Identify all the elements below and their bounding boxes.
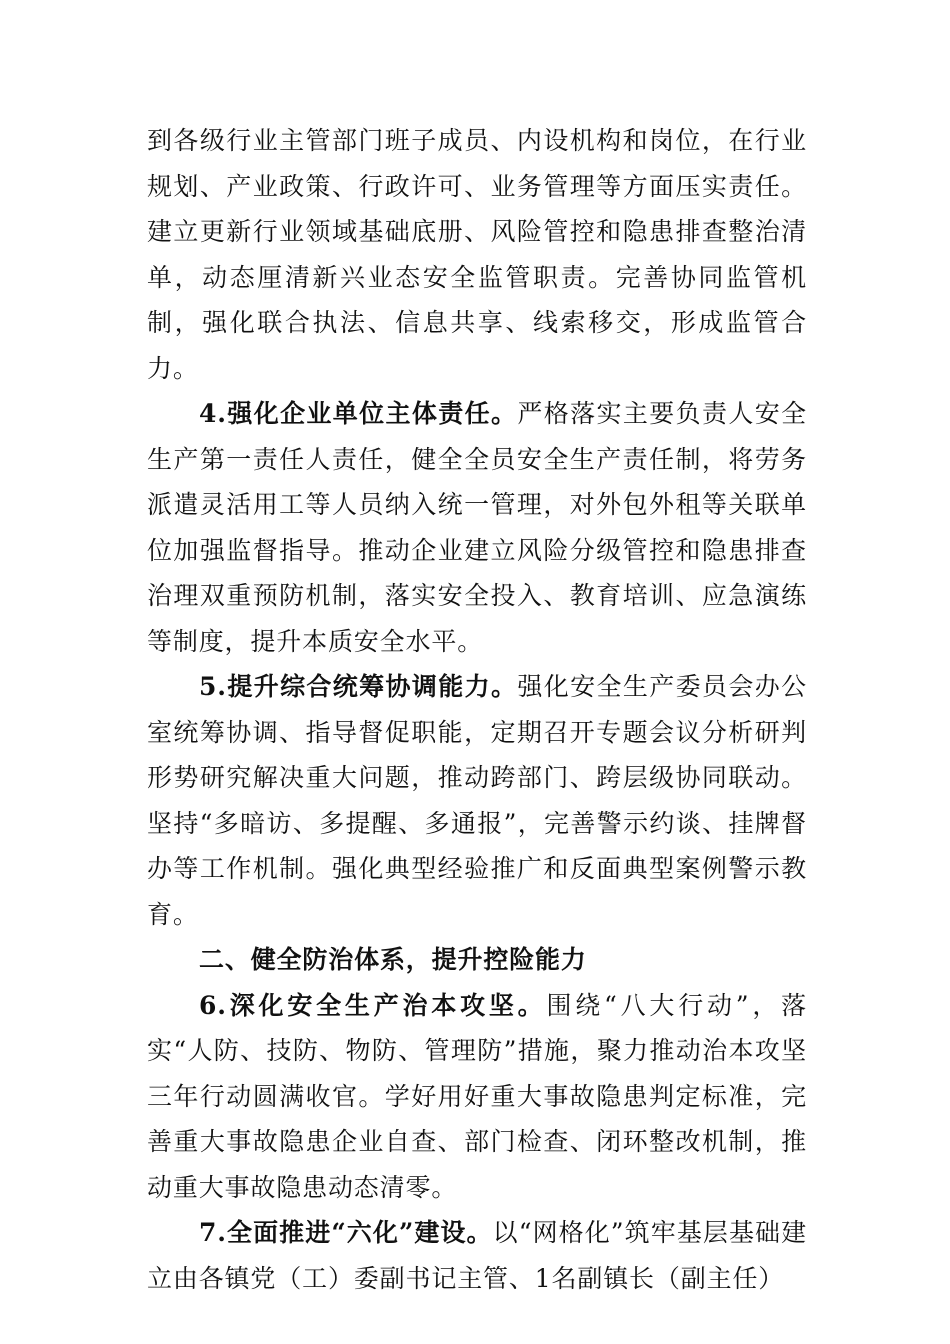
item-4-heading: 4.强化企业单位主体责任。 [199, 399, 518, 428]
item-4-text: 严格落实主要负责人安全生产第一责任人责任，健全全员安全生产责任制，将劳务派遣灵活用工等人员纳入统一管理，对外包外租等关联单位加强监督指导。推动企业建立风险分级管控和隐患排查治理双重预防机制，落实安全投入、教育培训、应急演练等制度，提升本质安全水平。 [147, 399, 807, 656]
paragraph-item-6 [147, 983, 807, 1211]
paragraph-item-7 [147, 1210, 807, 1301]
paragraph-item-5 [147, 664, 807, 937]
section-2-heading: 二、健全防治体系，提升控险能力 [199, 945, 587, 974]
item-6-heading: 6.深化安全生产治本攻坚。 [199, 990, 547, 1020]
document-body [147, 118, 807, 1301]
paragraph-item-4 [147, 391, 807, 664]
item-7-heading: 7.全面推进“六化”建设。 [199, 1218, 493, 1247]
item-6-text: 围绕“八大行动”，落实“人防、技防、物防、管理防”措施，聚力推动治本攻坚三年行动圆满收官。学好用好重大事故隐患判定标准，完善重大事故隐患企业自查、部门检查、闭环整改机制，推动重大事故隐患动态清零。 [147, 990, 807, 1202]
paragraph-continued [147, 118, 807, 391]
paragraph-text: 到各级行业主管部门班子成员、内设机构和岗位，在行业规划、产业政策、行政许可、业务管理等方面压实责任。建立更新行业领域基础底册、风险管控和隐患排查整治清单，动态厘清新兴业态安全监管职责。完善协同监管机制，强化联合执法、信息共享、线索移交，形成监管合力。 [147, 126, 807, 383]
item-7-text: 以“网格化”筑牢基层基础建立由各镇党（工）委副书记主管、1名副镇长（副主任） [147, 1218, 807, 1293]
item-5-text: 强化安全生产委员会办公室统筹协调、指导督促职能，定期召开专题会议分析研判形势研究解决重大问题，推动跨部门、跨层级协同联动。坚持“多暗访、多提醒、多通报”，完善警示约谈、挂牌督办等工作机制。强化典型经验推广和反面典型案例警示教育。 [147, 672, 807, 929]
item-5-heading: 5.提升综合统筹协调能力。 [199, 672, 518, 701]
